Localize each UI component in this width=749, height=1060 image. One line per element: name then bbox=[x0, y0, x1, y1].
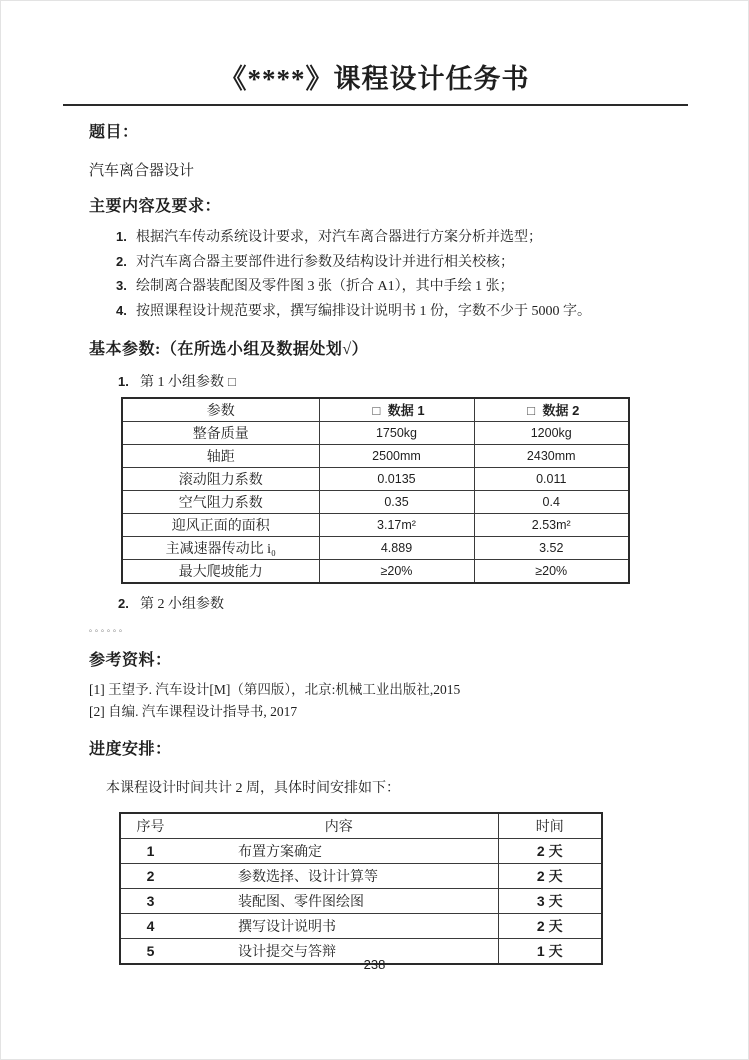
data2-label: 数据 2 bbox=[542, 403, 580, 418]
data2-column-header bbox=[474, 398, 629, 422]
time-cell: 1 天 bbox=[498, 939, 602, 965]
param-value-cell: 0.4 bbox=[474, 491, 629, 514]
parameter-table-header-row bbox=[122, 398, 629, 422]
param-name-cell: 主减速器传动比 i₀ bbox=[122, 537, 319, 560]
requirement-item bbox=[116, 250, 688, 275]
requirement-item bbox=[116, 274, 688, 299]
table-row bbox=[122, 468, 629, 491]
requirement-item bbox=[116, 299, 688, 324]
seq-cell: 3 bbox=[120, 889, 180, 914]
requirement-number: 4. bbox=[116, 302, 127, 318]
param-name-cell: 整备质量 bbox=[122, 422, 319, 445]
schedule-intro: 本课程设计时间共计 2 周，具体时间安排如下： bbox=[106, 781, 400, 796]
requirement-text: 对汽车离合器主要部件进行参数及结构设计并进行相关校核； bbox=[136, 254, 514, 270]
param-value-cell: 2430mm bbox=[474, 445, 629, 468]
topic-heading: 题目： bbox=[89, 124, 139, 141]
basic-params-heading: 基本参数:（在所选小组及数据处划√） bbox=[89, 341, 369, 358]
param-name-cell: 最大爬坡能力 bbox=[122, 560, 319, 584]
param-value-cell: 3.52 bbox=[474, 537, 629, 560]
seq-cell: 1 bbox=[120, 839, 180, 864]
requirement-number: 3. bbox=[116, 278, 127, 293]
references-heading: 参考资料： bbox=[89, 652, 172, 669]
requirement-text: 绘制离合器装配图及零件图 3 张（折合 A1），其中手绘 1 张； bbox=[136, 279, 514, 294]
content-cell: 装配图、零件图绘图 bbox=[180, 889, 498, 914]
content-column-header: 内容 bbox=[180, 813, 498, 839]
topic-value: 汽车离合器设计 bbox=[89, 163, 195, 179]
group1-line bbox=[118, 371, 688, 391]
param-column-header: 参数 bbox=[122, 398, 319, 422]
seq-cell: 2 bbox=[120, 864, 180, 889]
content-cell: 撰写设计说明书 bbox=[180, 914, 498, 939]
param-name-cell: 迎风正面的面积 bbox=[122, 514, 319, 537]
param-value-cell: 0.0135 bbox=[319, 468, 474, 491]
time-cell: 2 天 bbox=[498, 864, 602, 889]
group1-number: 1. bbox=[118, 374, 129, 389]
param-value-cell: 0.35 bbox=[319, 491, 474, 514]
param-value-cell: 1200kg bbox=[474, 422, 629, 445]
table-row bbox=[120, 864, 602, 889]
schedule-table-header-row bbox=[120, 813, 602, 839]
table-row bbox=[120, 889, 602, 914]
param-value-cell: 4.889 bbox=[319, 537, 474, 560]
param-value-cell: ≥20% bbox=[474, 560, 629, 584]
seq-cell: 4 bbox=[120, 914, 180, 939]
table-row bbox=[120, 914, 602, 939]
schedule-heading: 进度安排： bbox=[89, 741, 172, 758]
param-name-cell: 滚动阻力系数 bbox=[122, 468, 319, 491]
content-cell: 设计提交与答辩 bbox=[180, 939, 498, 965]
param-value-cell: 1750kg bbox=[319, 422, 474, 445]
data1-label: 数据 1 bbox=[387, 403, 425, 418]
param-value-cell: 2.53m² bbox=[474, 514, 629, 537]
parameter-table bbox=[121, 397, 630, 584]
param-value-cell: 0.011 bbox=[474, 468, 629, 491]
requirement-text: 按照课程设计规范要求，撰写编排设计说明书 1 份，字数不少于 5000 字。 bbox=[136, 303, 591, 319]
table-row bbox=[122, 537, 629, 560]
ellipsis-dots: 。。。。。。 bbox=[89, 624, 129, 633]
requirement-number: 2. bbox=[116, 253, 127, 269]
table-row bbox=[120, 839, 602, 864]
param-name-cell: 空气阻力系数 bbox=[122, 491, 319, 514]
time-cell: 3 天 bbox=[498, 889, 602, 914]
table-row bbox=[122, 445, 629, 468]
group2-number: 2. bbox=[118, 596, 129, 611]
content-cell: 布置方案确定 bbox=[180, 839, 498, 864]
page-title: 《****》课程设计任务书 bbox=[219, 64, 530, 94]
reference-item: [2] 自编. 汽车课程设计指导书, 2017 bbox=[89, 704, 298, 719]
table-row bbox=[122, 514, 629, 537]
requirement-text: 根据汽车传动系统设计要求，对汽车离合器进行方案分析并选型； bbox=[136, 230, 542, 245]
seq-column-header: 序号 bbox=[120, 813, 180, 839]
group1-label: 第 1 小组参数 bbox=[140, 375, 224, 390]
title-divider bbox=[63, 104, 688, 106]
content-cell: 参数选择、设计计算等 bbox=[180, 864, 498, 889]
group2-line bbox=[118, 593, 688, 613]
time-column-header: 时间 bbox=[498, 813, 602, 839]
seq-cell: 5 bbox=[120, 939, 180, 965]
reference-item: [1] 王望予. 汽车设计[M]（第四版），北京:机械工业出版社,2015 bbox=[89, 682, 461, 697]
param-value-cell: 3.17m² bbox=[319, 514, 474, 537]
requirement-item bbox=[116, 225, 688, 250]
param-value-cell: ≥20% bbox=[319, 560, 474, 584]
time-cell: 2 天 bbox=[498, 914, 602, 939]
data2-checkbox-icon[interactable]: □ bbox=[527, 403, 535, 418]
schedule-table bbox=[119, 812, 603, 965]
data1-checkbox-icon[interactable]: □ bbox=[372, 403, 381, 418]
requirements-heading: 主要内容及要求： bbox=[89, 198, 222, 215]
page-number: 238 bbox=[363, 957, 386, 972]
time-cell: 2 天 bbox=[498, 839, 602, 864]
requirements-list bbox=[1, 225, 748, 323]
data1-column-header bbox=[319, 398, 474, 422]
table-row bbox=[122, 422, 629, 445]
table-row bbox=[122, 491, 629, 514]
table-row bbox=[122, 560, 629, 584]
param-name-cell: 轴距 bbox=[122, 445, 319, 468]
param-value-cell: 2500mm bbox=[319, 445, 474, 468]
group1-checkbox-icon[interactable]: □ bbox=[228, 374, 236, 389]
group2-label: 第 2 小组参数 bbox=[140, 597, 224, 612]
requirement-number: 1. bbox=[116, 229, 127, 244]
